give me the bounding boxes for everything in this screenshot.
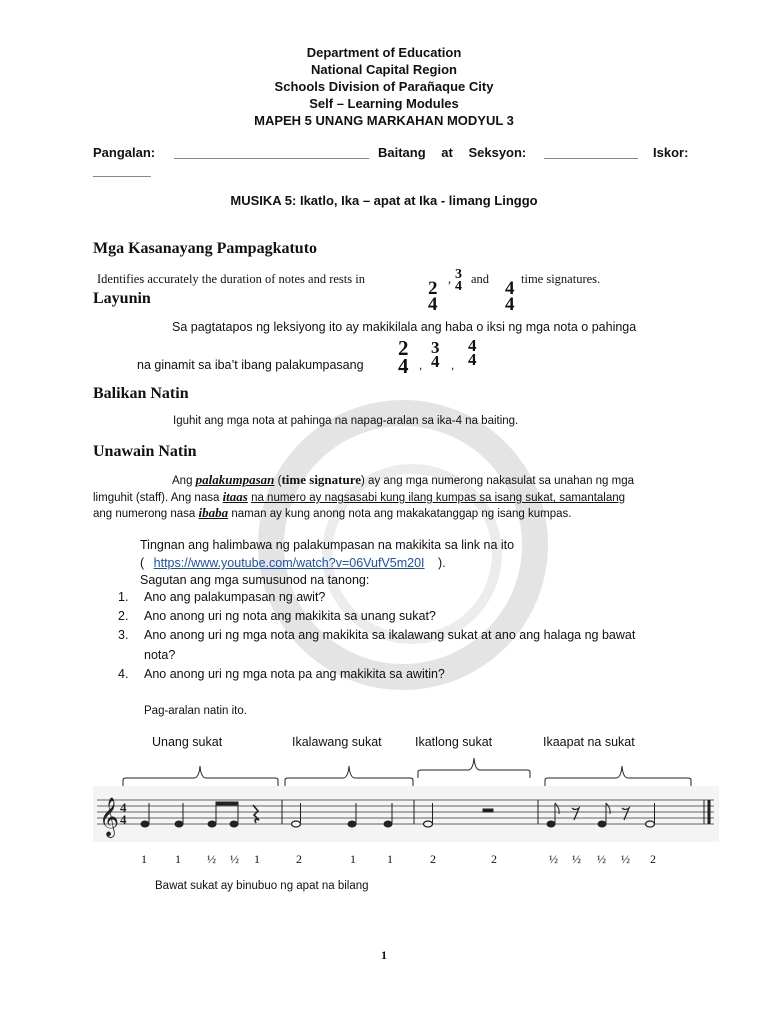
unawain-paragraph-line-3: ang numerong nasa ibaba naman ay kung anong nota ang makakatanggap ng isang kumpas. xyxy=(93,505,572,520)
term-itaas: itaas xyxy=(222,489,248,504)
header-line-4: Self – Learning Modules xyxy=(309,96,459,111)
quarter-note xyxy=(141,821,149,827)
unawain-paragraph-line-1: Ang palakumpasan (time signature) ay ang mga numerong nakasulat sa unahan ng mga xyxy=(172,472,635,487)
bracket-measure-2 xyxy=(285,766,413,786)
question-1-number: 1. xyxy=(118,590,129,604)
bracket-measure-3 xyxy=(418,758,530,778)
time-signature-3-4: 3 4 xyxy=(455,267,462,294)
bracket-measure-4 xyxy=(545,766,691,786)
section-heading-balikan: Balikan Natin xyxy=(93,385,189,402)
question-2-number: 2. xyxy=(118,609,129,623)
eighth-note xyxy=(230,821,238,827)
staff-background xyxy=(93,786,719,842)
activity-instruction: Sagutan ang mga sumusunod na tanong: xyxy=(140,573,370,587)
section-heading-unawain: Unawain Natin xyxy=(93,443,197,460)
kasanayan-comma: , xyxy=(448,272,452,286)
header-line-1: Department of Education xyxy=(306,45,462,60)
kasanayan-and: and xyxy=(471,272,490,286)
subject-title: MUSIKA 5: Ikatlo, Ika – apat at Ika - limang Linggo xyxy=(230,193,538,208)
count-m4-4: ½ xyxy=(621,852,630,866)
youtube-link[interactable]: https://www.youtube.com/watch?v=06VufV5m20I xyxy=(153,556,425,570)
half-note xyxy=(646,821,655,827)
grade-section-label: Baitang at Seksyon: xyxy=(378,145,527,160)
activity-intro: Tingnan ang halimbawa ng palakumpasan na makikita sa link na ito xyxy=(140,538,515,552)
page-number: 1 xyxy=(381,948,387,962)
treble-clef-icon: 𝄞 xyxy=(99,797,120,837)
study-label: Pag-aralan natin ito. xyxy=(144,705,247,717)
score-label: Iskor: xyxy=(653,145,689,160)
count-m2-1: 2 xyxy=(296,852,302,866)
question-1-text: Ano ang palakumpasan ng awit? xyxy=(144,590,326,604)
grade-section-blank[interactable]: _____________ xyxy=(544,145,638,160)
layunin-comma-1: , xyxy=(419,360,423,372)
count-m4-5: 2 xyxy=(650,852,656,866)
staff-time-sig-top: 4 xyxy=(120,800,127,815)
quarter-note xyxy=(348,821,356,827)
activity-link-line: ( https://www.youtube.com/watch?v=06VufV5m20I ). xyxy=(140,556,446,570)
question-3-text-cont: nota? xyxy=(144,648,176,662)
balikan-text: Iguhit ang mga nota at pahinga na napag-aralan sa ika-4 na baiting. xyxy=(173,415,519,427)
name-label: Pangalan: xyxy=(93,145,156,160)
score-blank[interactable]: ________ xyxy=(93,163,151,178)
unawain-paragraph-line-2: limguhit (staff). Ang nasa itaas na numero ay nagsasabi kung ilang kumpas sa isang sukat, samantalang xyxy=(93,489,626,504)
term-ibaba: ibaba xyxy=(198,505,229,520)
count-m1-1: 1 xyxy=(141,852,147,866)
section-heading-kasanayan: Mga Kasanayang Pampagkatuto xyxy=(93,240,318,257)
count-m4-2: ½ xyxy=(572,852,581,866)
question-3-number: 3. xyxy=(118,628,129,642)
eighth-note xyxy=(208,821,216,827)
count-m3-2: 2 xyxy=(491,852,497,866)
measure-label-3: Ikatlong sukat xyxy=(415,735,493,749)
count-m1-2: 1 xyxy=(175,852,181,866)
staff-time-sig-bottom: 4 xyxy=(120,812,127,827)
beam xyxy=(216,802,238,805)
measure-label-4: Ikaapat na sukat xyxy=(543,735,635,749)
bracket-measure-1 xyxy=(123,766,278,786)
time-signature-2-4: 2 4 xyxy=(428,278,438,316)
layunin-line-2: na ginamit sa iba’t ibang palakumpasang xyxy=(137,358,364,372)
layunin-ts-3-4: 3 4 xyxy=(431,338,440,372)
header-line-5: MAPEH 5 UNANG MARKAHAN MODYUL 3 xyxy=(254,113,514,128)
question-4-number: 4. xyxy=(118,667,129,681)
name-blank[interactable]: ___________________________ xyxy=(174,145,370,160)
count-m4-1: ½ xyxy=(549,852,558,866)
quarter-note xyxy=(175,821,183,827)
eighth-note xyxy=(547,821,555,827)
count-m2-2: 1 xyxy=(350,852,356,866)
half-note xyxy=(424,821,433,827)
count-m3-1: 2 xyxy=(430,852,436,866)
term-palakumpasan: palakumpasan xyxy=(195,472,275,487)
header-line-3: Schools Division of Parañaque City xyxy=(274,79,494,94)
count-m2-3: 1 xyxy=(387,852,393,866)
kasanayan-text: Identifies accurately the duration of notes and rests in xyxy=(97,272,365,286)
half-rest xyxy=(483,809,493,812)
quarter-note xyxy=(384,821,392,827)
layunin-ts-2-4: 2 4 xyxy=(398,336,409,378)
layunin-line-1: Sa pagtatapos ng leksiyong ito ay makikilala ang haba o iksi ng mga nota o pahinga xyxy=(172,320,637,334)
question-2-text: Ano anong uri ng nota ang makikita sa unang sukat? xyxy=(144,609,436,623)
term-time-signature: time signature xyxy=(281,472,362,487)
count-m1-4: ½ xyxy=(230,852,239,866)
half-note xyxy=(292,821,301,827)
kasanayan-text-end: time signatures. xyxy=(521,272,601,286)
section-heading-layunin: Layunin xyxy=(93,290,151,307)
measure-brackets xyxy=(123,758,691,786)
count-m1-5: 1 xyxy=(254,852,260,866)
question-3-text: Ano anong uri ng mga nota ang makikita sa ikalawang sukat at ano ang halaga ng bawat xyxy=(144,628,636,642)
study-footer: Bawat sukat ay binubuo ng apat na bilang xyxy=(155,880,369,892)
measure-label-1: Unang sukat xyxy=(152,735,223,749)
layunin-ts-4-4: 4 4 xyxy=(468,336,477,370)
layunin-comma-2: , xyxy=(451,360,455,372)
measure-label-2: Ikalawang sukat xyxy=(292,735,382,749)
count-m4-3: ½ xyxy=(597,852,606,866)
eighth-note xyxy=(598,821,606,827)
question-4-text: Ano anong uri ng mga nota pa ang makikita sa awitin? xyxy=(144,667,445,681)
header-line-2: National Capital Region xyxy=(311,62,457,77)
time-signature-4-4: 4 4 xyxy=(505,278,515,316)
count-m1-3: ½ xyxy=(207,852,216,866)
